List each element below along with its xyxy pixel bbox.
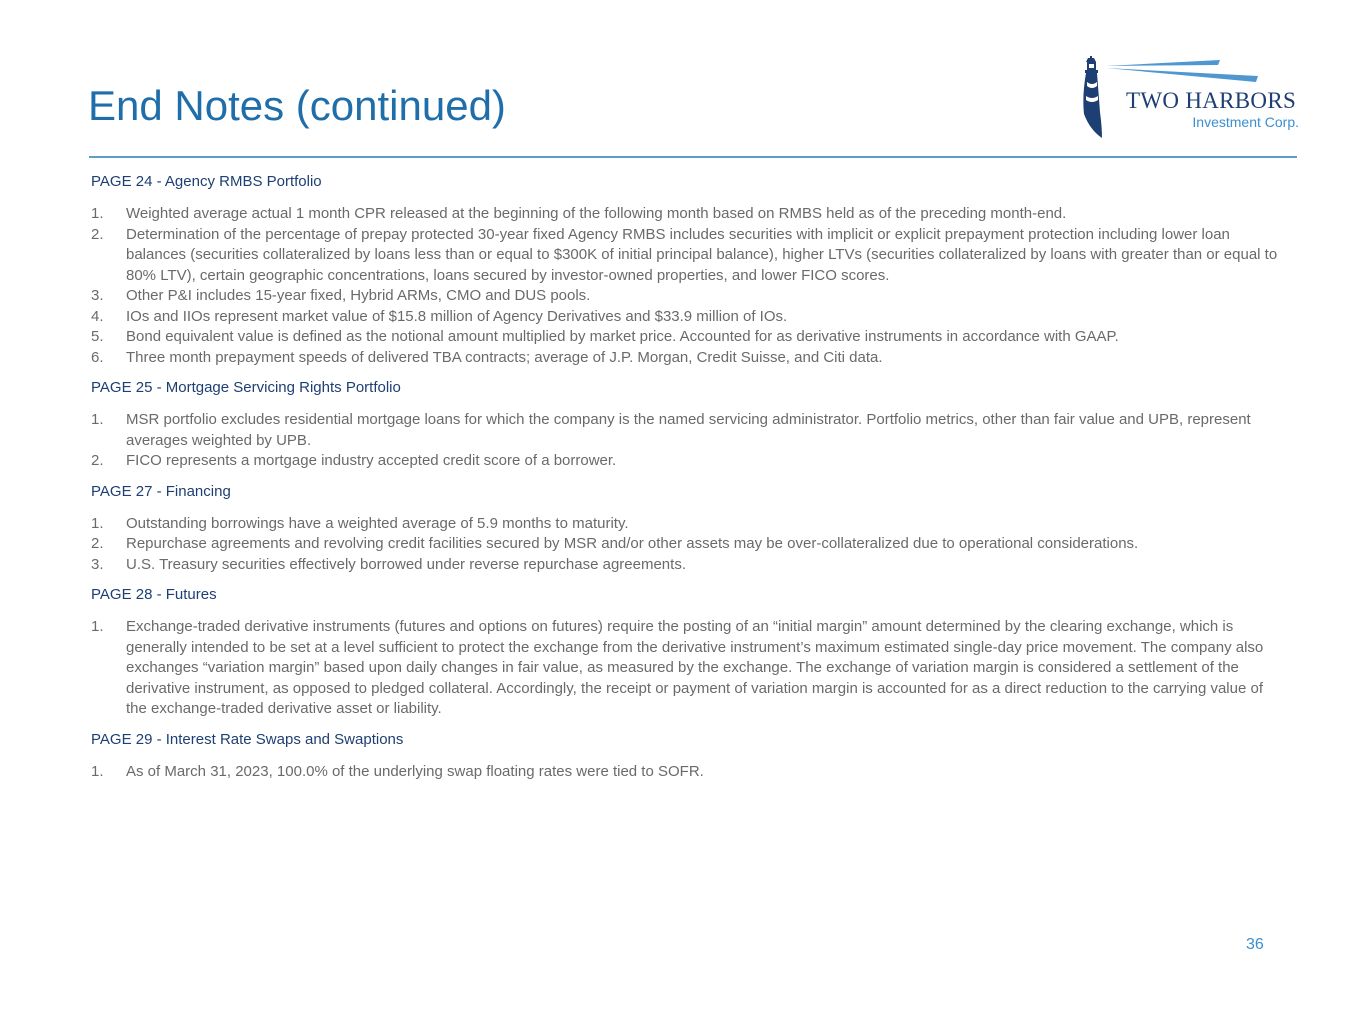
- note-text: Other P&I includes 15-year fixed, Hybrid ARMs, CMO and DUS pools.: [126, 287, 591, 304]
- note-item: [91, 617, 1281, 720]
- note-item: [91, 451, 1281, 472]
- section-page-29: [91, 730, 1281, 783]
- note-number: 4.: [91, 307, 104, 325]
- note-text: Bond equivalent value is defined as the notional amount multiplied by market price. Accounted for as derivative instruments in accordance with GAAP.: [126, 328, 1119, 345]
- note-number: 1.: [91, 411, 104, 428]
- note-text: Weighted average actual 1 month CPR released at the beginning of the following month based on RMBS held as of the preceding month-end.: [126, 205, 1067, 222]
- note-item: [91, 534, 1281, 555]
- note-number: 5.: [91, 328, 104, 345]
- note-text: FICO represents a mortgage industry accepted credit score of a borrower.: [126, 452, 617, 469]
- note-item: [91, 286, 1281, 307]
- note-text: Outstanding borrowings have a weighted average of 5.9 months to maturity.: [126, 514, 629, 532]
- notes-list: [91, 514, 1281, 576]
- notes-list: [91, 410, 1281, 472]
- header-divider: [89, 156, 1297, 158]
- page-number: 36: [1246, 936, 1264, 953]
- note-number: 2.: [91, 225, 104, 243]
- section-heading: PAGE 25 - Mortgage Servicing Rights Portfolio: [91, 379, 401, 396]
- end-notes-content: [91, 172, 1281, 792]
- note-number: 1.: [91, 514, 104, 532]
- page-title: End Notes (continued): [88, 82, 506, 129]
- note-number: 3.: [91, 287, 104, 304]
- section-page-27: [91, 482, 1281, 576]
- note-text: MSR portfolio excludes residential mortgage loans for which the company is the named servicing administrator. Portfolio metrics, other than fair value and UPB, represent averages weighted by UPB.: [126, 411, 1251, 449]
- note-number: 1.: [91, 762, 104, 780]
- note-item: [91, 555, 1281, 576]
- note-item: [91, 225, 1281, 287]
- section-page-25: [91, 378, 1281, 472]
- logo-name: TWO HARBORS: [1126, 88, 1297, 113]
- logo-tagline: Investment Corp.: [1192, 114, 1299, 130]
- note-number: 2.: [91, 535, 104, 552]
- note-text: IOs and IIOs represent market value of $15.8 million of Agency Derivatives and $33.9 million of IOs.: [126, 307, 788, 325]
- section-page-28: [91, 585, 1281, 720]
- section-heading: PAGE 29 - Interest Rate Swaps and Swaptions: [91, 730, 404, 748]
- note-item: [91, 307, 1281, 328]
- note-text: Determination of the percentage of prepay protected 30-year fixed Agency RMBS includes securities with implicit or explicit prepayment protection including lower loan balances (securities collateralized by loans less than or equal to $300K of initial principal balance), higher LTVs (securities collateralized by loans with greater than or equal to 80% LTV), certain geographic concentrations, loans secured by investor-owned properties, and lower FICO scores.: [126, 225, 1278, 284]
- note-text: Exchange-traded derivative instruments (futures and options on futures) require the posting of an “initial margin” amount determined by the clearing exchange, which is generally intended to be set at a level sufficient to protect the exchange from the derivative instrument’s maximum estimated single-day price movement. The company also exchanges “variation margin” based upon daily changes in fair value, as measured by the exchange. The exchange of variation margin is considered a settlement of the derivative instrument, as opposed to pledged collateral. Accordingly, the receipt or payment of variation margin is accounted for as a direct reduction to the carrying value of the exchange-traded derivative asset or liability.: [126, 618, 1264, 717]
- notes-list: [91, 204, 1281, 368]
- note-text: U.S. Treasury securities effectively borrowed under reverse repurchase agreements.: [126, 555, 686, 573]
- note-text: Three month prepayment speeds of delivered TBA contracts; average of J.P. Morgan, Credit Suisse, and Citi data.: [126, 348, 883, 366]
- notes-list: [91, 762, 1281, 783]
- notes-list: [91, 617, 1281, 720]
- note-text: Repurchase agreements and revolving credit facilities secured by MSR and/or other assets may be over-collateralized due to operational considerations.: [126, 535, 1139, 552]
- note-number: 2.: [91, 452, 104, 469]
- section-page-24: [91, 172, 1281, 368]
- note-item: [91, 327, 1281, 348]
- section-heading: PAGE 24 - Agency RMBS Portfolio: [91, 173, 322, 190]
- note-number: 3.: [91, 555, 104, 573]
- section-heading: PAGE 28 - Futures: [91, 586, 217, 603]
- note-number: 1.: [91, 618, 104, 635]
- note-item: [91, 348, 1281, 369]
- note-item: [91, 410, 1281, 451]
- section-heading: PAGE 27 - Financing: [91, 482, 231, 500]
- note-number: 1.: [91, 205, 104, 222]
- company-logo: [1078, 52, 1303, 142]
- note-number: 6.: [91, 348, 104, 366]
- note-text: As of March 31, 2023, 100.0% of the underlying swap floating rates were tied to SOFR.: [126, 762, 704, 780]
- note-item: [91, 514, 1281, 535]
- note-item: [91, 762, 1281, 783]
- note-item: [91, 204, 1281, 225]
